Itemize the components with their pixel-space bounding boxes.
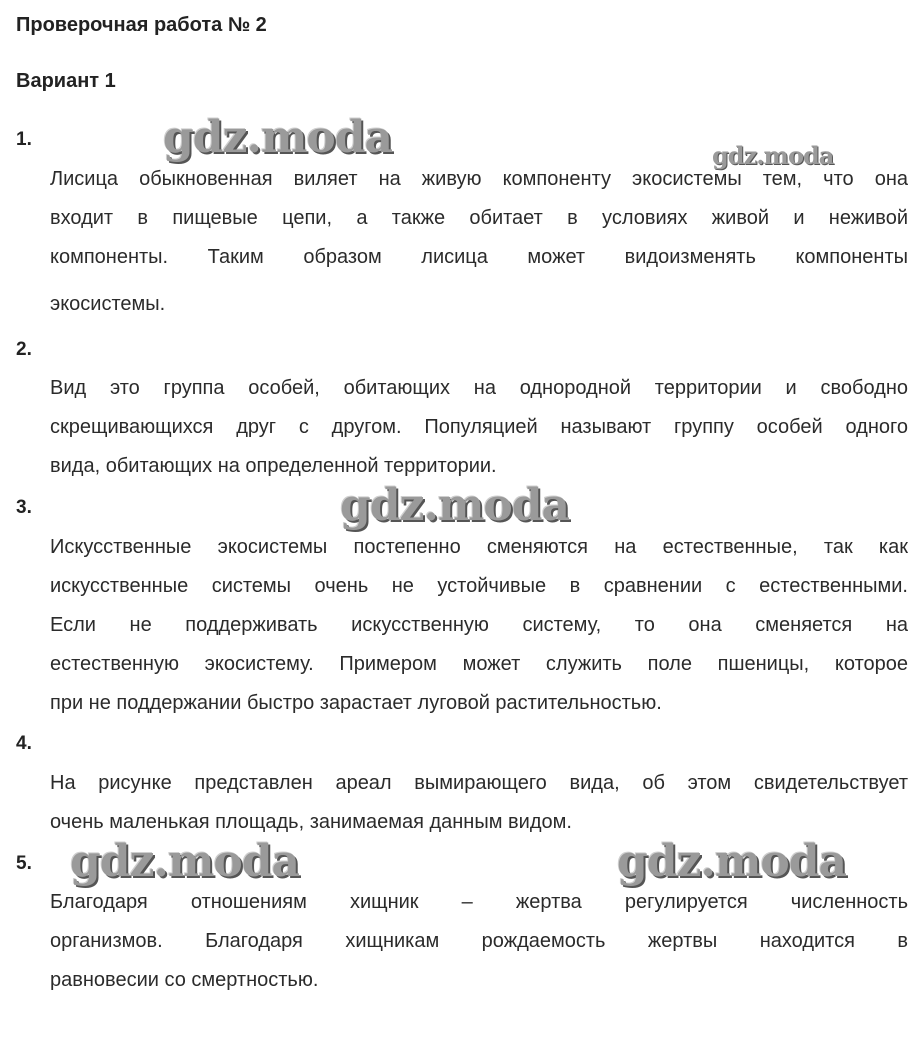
watermark-logo: gdz.moda bbox=[340, 480, 570, 531]
text-line: искусственные системы очень не устойчивые в сравнении с естественными. bbox=[50, 575, 908, 597]
text-line: Искусственные экосистемы постепенно сменяются на естественные, так как bbox=[50, 536, 908, 558]
text-line: компоненты. Таким образом лисица может видоизменять компоненты bbox=[50, 246, 908, 268]
watermark-logo: gdz.moda bbox=[712, 141, 834, 170]
answer-number: 1. bbox=[16, 129, 32, 150]
answer-text bbox=[50, 764, 908, 842]
answer-text bbox=[50, 528, 908, 723]
text-line: На рисунке представлен ареал вымирающего вида, об этом свидетельствует bbox=[50, 772, 908, 794]
text-line: равновесии со смертностью. bbox=[50, 969, 319, 991]
text-line: естественную экосистему. Примером может служить поле пшеницы, которое bbox=[50, 653, 908, 675]
text-line: Лисица обыкновенная виляет на живую компоненту экосистемы тем, что она bbox=[50, 168, 908, 190]
variant-heading: Вариант 1 bbox=[16, 70, 116, 92]
text-line: Если не поддерживать искусственную систему, то она сменяется на bbox=[50, 614, 908, 636]
page-title: Проверочная работа № 2 bbox=[16, 14, 267, 36]
text-line: входит в пищевые цепи, а также обитает в условиях живой и неживой bbox=[50, 207, 908, 229]
answer-text bbox=[50, 369, 908, 486]
text-line: очень маленькая площадь, занимаемая данным видом. bbox=[50, 811, 572, 833]
text-line: скрещивающихся друг с другом. Популяцией называют группу особей одного bbox=[50, 416, 908, 438]
answer-number: 4. bbox=[16, 733, 32, 754]
text-line: экосистемы. bbox=[50, 293, 166, 315]
answer-number: 2. bbox=[16, 339, 32, 360]
answer-number: 5. bbox=[16, 853, 32, 874]
answer-text bbox=[50, 883, 908, 1000]
answer-text bbox=[50, 160, 908, 324]
watermark-logo: gdz.moda bbox=[617, 836, 847, 887]
watermark-logo: gdz.moda bbox=[70, 836, 300, 887]
answer-number: 3. bbox=[16, 497, 32, 518]
watermark-logo: gdz.moda bbox=[163, 112, 393, 163]
text-line: вида, обитающих на определенной территории. bbox=[50, 455, 497, 477]
text-line: организмов. Благодаря хищникам рождаемость жертвы находится в bbox=[50, 930, 908, 952]
text-line: при не поддержании быстро зарастает луговой растительностью. bbox=[50, 692, 662, 714]
text-line: Вид это группа особей, обитающих на однородной территории и свободно bbox=[50, 377, 908, 399]
text-line: Благодаря отношениям хищник – жертва регулируется численность bbox=[50, 891, 908, 913]
